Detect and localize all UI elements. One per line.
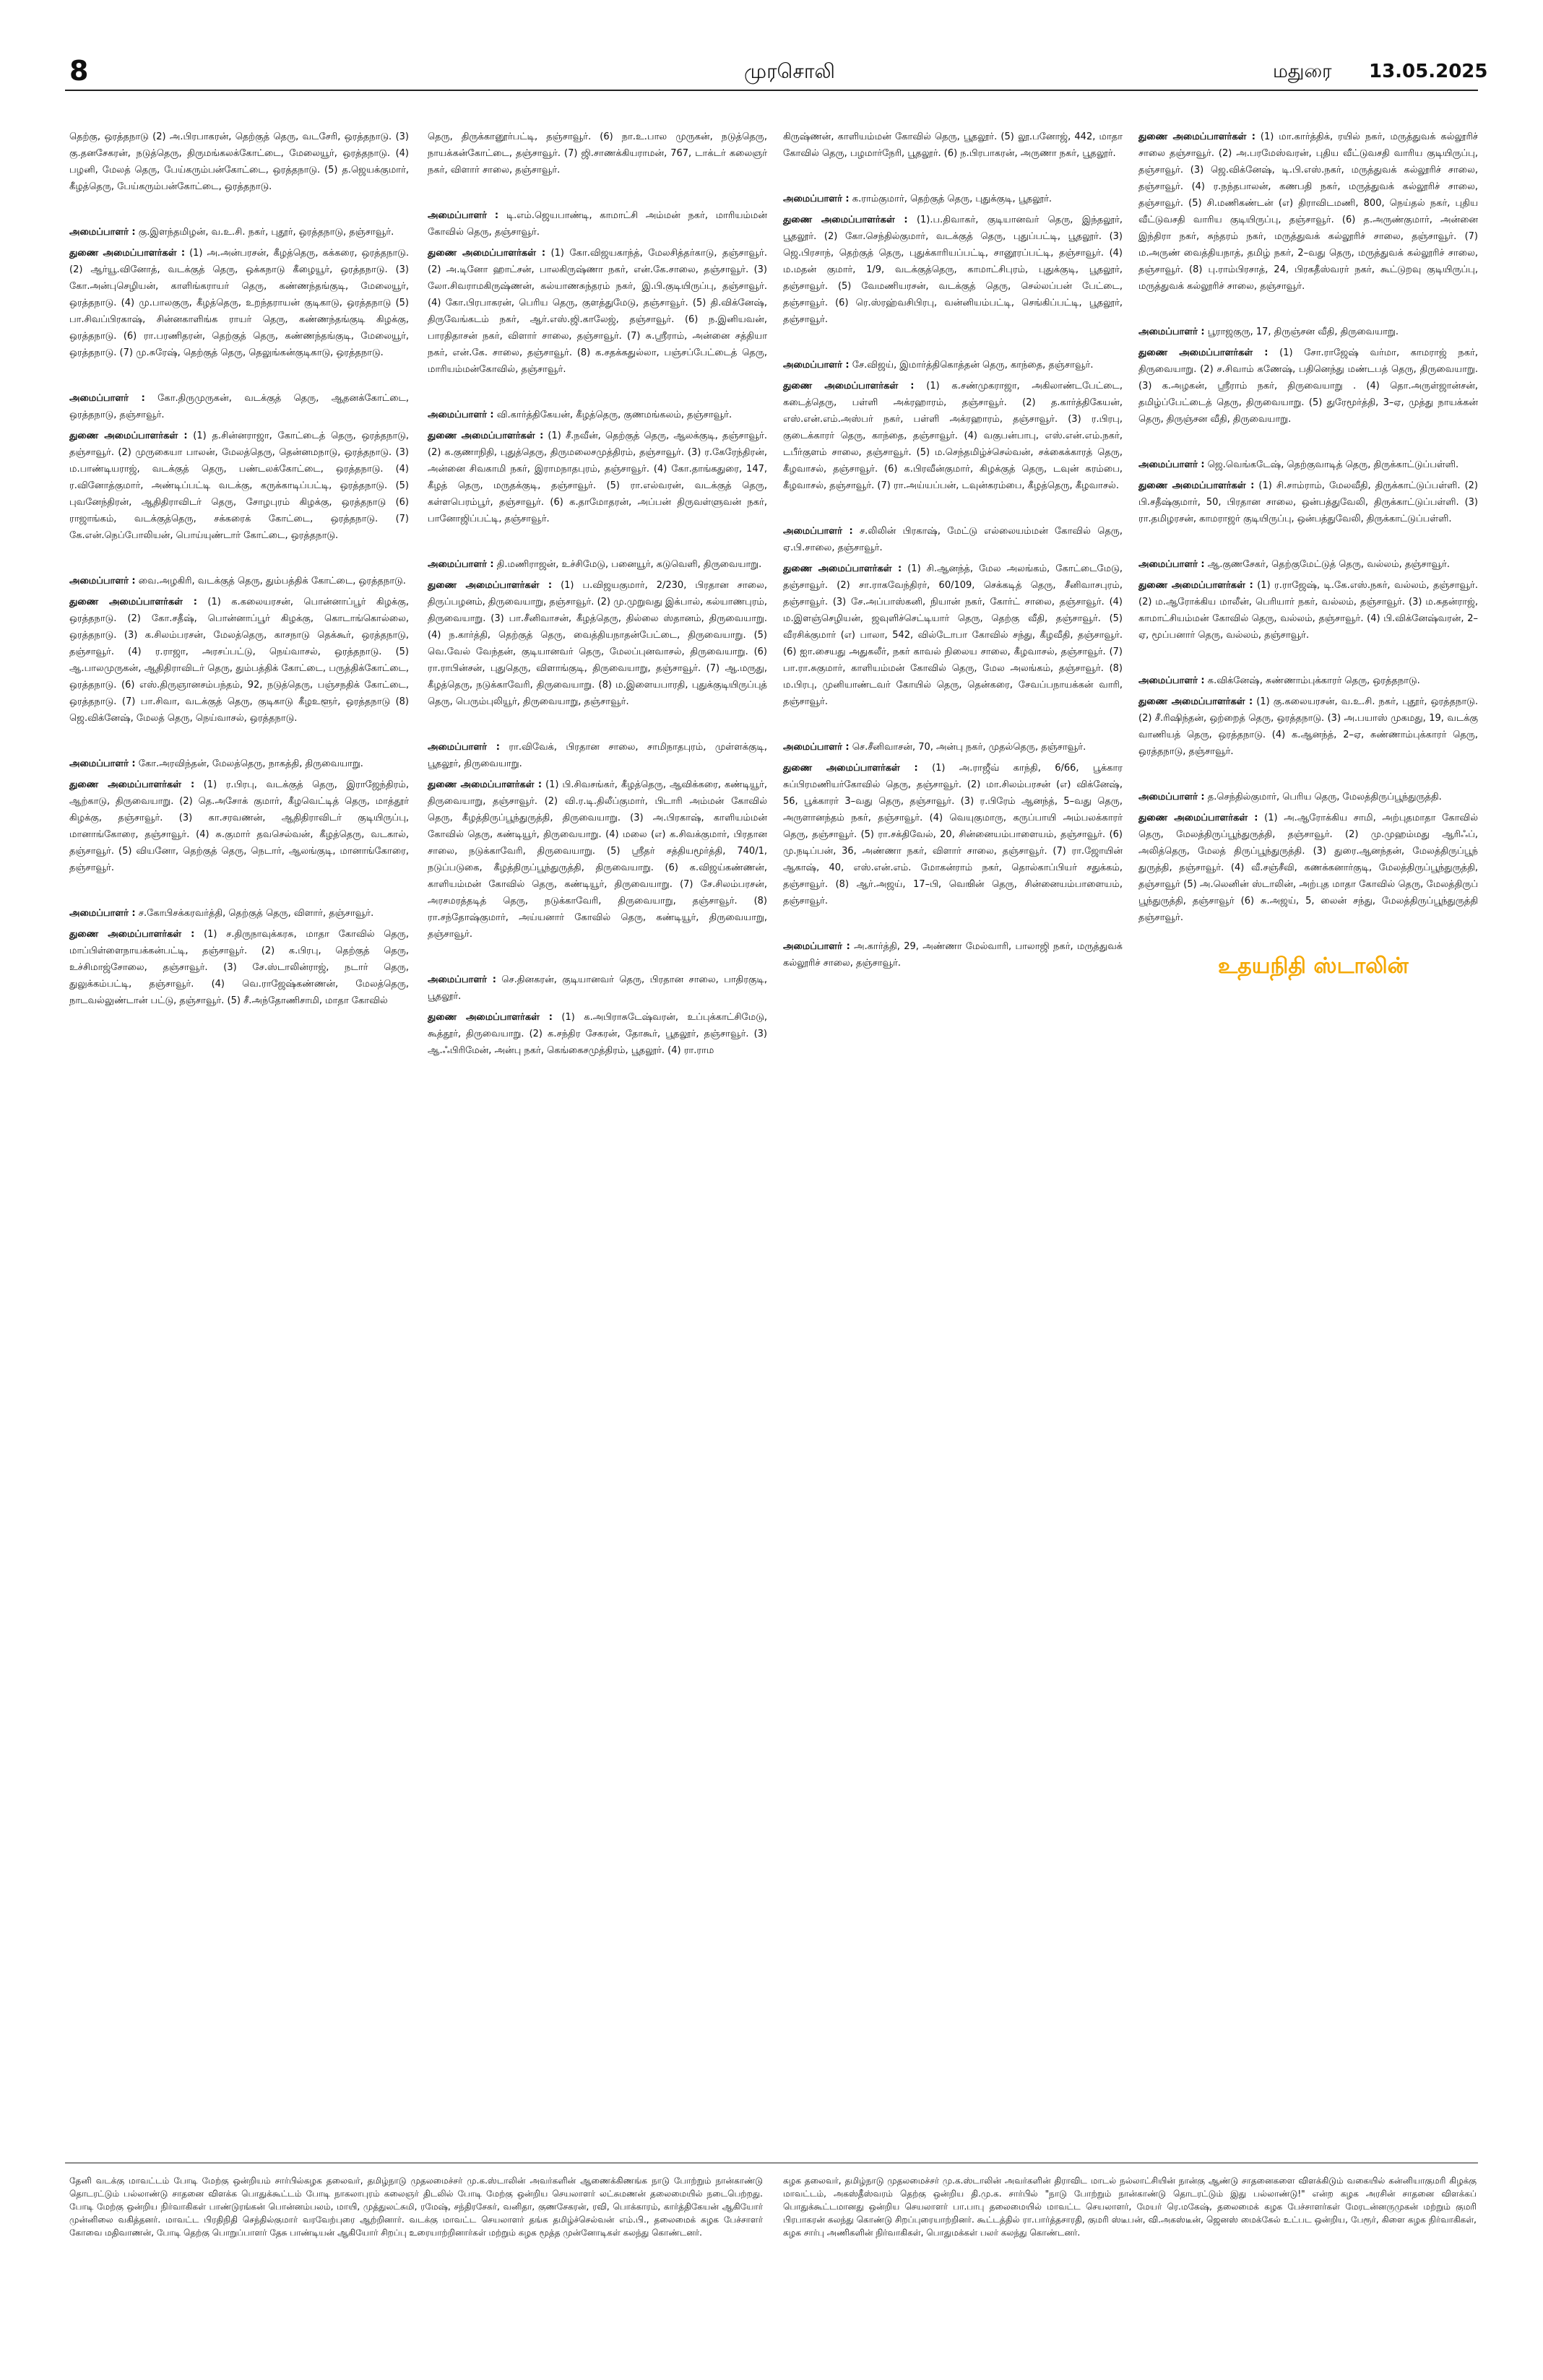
organizer-label: அமைப்பாளர் : (69, 758, 136, 769)
organizer-entry (1138, 789, 1478, 805)
column-4 (1138, 129, 1478, 979)
appointment-block (1138, 789, 1478, 926)
organizer-entry (428, 207, 767, 241)
appointment-block (783, 938, 1123, 972)
organizer-entry (783, 523, 1123, 556)
appointment-block (428, 739, 767, 943)
deputies-label: துணை அமைப்பாளர்கள் : (428, 248, 546, 259)
entry-text: அ.கார்த்தி, 29, அண்ணா மேல்வாரி, பாலாஜி நகர், மருத்துவக் கல்லூரிச் சாலை, தஞ்சாவூர். (783, 941, 1123, 969)
entry-text: கோ.அரவிந்தன், மேலத்தெரு, நாகத்தி, திருவையாறு. (138, 758, 363, 769)
organizer-label: அமைப்பாளர் : (69, 576, 136, 587)
entry-text: பூராஜகுரு, 17, திருஞ்சன வீதி, திருவையாறு. (1207, 326, 1399, 337)
entry-text: கோ.திருமுருகன், வடக்குத் தெரு, ஆதனக்கோட்டை, ஒரத்தநாடு, தஞ்சாவூர். (69, 393, 409, 420)
deputies-entry (428, 776, 767, 943)
deputies-label: துணை அமைப்பாளர்கள் : (783, 763, 918, 774)
appointment-block (428, 129, 767, 178)
deputies-label: துணை அமைப்பாளர்கள் : (1138, 131, 1255, 142)
organizer-label: அமைப்பாளர் : (428, 210, 499, 221)
organizer-label: அமைப்பாளர் : (69, 908, 136, 919)
entry-text: (1) ச.திருநாவுக்கரசு, மாதா கோவில் தெரு, மாப்பிள்ளைநாயக்கன்பட்டி, தஞ்சாவூர். (2) க.பிரபு, தெற்குத் தெரு, உச்சிமாஜ்சோலை, தஞ்சாவூர். (3) சே.ஸ்டாலின்ராஜ், நடார் தெரு, துலுக்கம்பட்டி, தஞ்சாவூர். (4) வெ.ராஜேஷ்கண்ணன், மேலத்தெரு, நாடவல்லுண்டான் பட்டு, தஞ்சாவூர். (5) சீ.அந்தோணிசாமி, மாதா கோவில் (69, 929, 409, 1006)
entry-text: தெரு, திருக்கானூர்பட்டி, தஞ்சாவூர். (6) நா.உ.பால முருகன், நடுத்தெரு, நாயக்கன்கோட்டை, தஞ்சாவூர். (7) ஜி.சாணக்கியராமன், 767, டாக்டர் கலைஞர் நகர், விளார் சாலை, தஞ்சாவூர். (428, 131, 767, 176)
organizer-entry (783, 191, 1123, 207)
organizer-label: அமைப்பாளர் : (428, 410, 494, 420)
entry-text: (1) சோ.ராஜேஷ் வர்மா, காமராஜ் நகர், திருவையாறு. (2) ச.சிவாம் கணேஷ், பதினெந்து மண்டபத் தெரு, திருவையாறு. (3) க.அழகன், ஸ்ரீராம் நகர், திருவையாறு . (4) தொ.அருள்ஜான்சன், தமிழ்ப்பேட்டைத் தெரு, திருவையாறு. (5) துரேமூர்த்தி, 3–ஏ, முத்து நாயக்கன் தெரு, திருஞ்சன வீதி, திருவையாறு. (1138, 347, 1478, 425)
entry-text: செ.சீனிவாசன், 70, அன்பு நகர், முதல்தெரு, தஞ்சாவூர். (852, 742, 1086, 753)
organizer-label: அமைப்பாளர் : (783, 742, 850, 753)
appointment-block (69, 390, 409, 544)
entry-text: (1) மா.கார்த்திக், ரயில் நகர், மருத்துவக் கல்லூரிச் சாலை தஞ்சாவூர். (2) அ.பரமேஸ்வரன், புதிய வீட்டுவசதி வாரிய குடியிருப்பு, தஞ்சாவூர். (3) ஜெ.விக்னேஷ், டி.பி.எஸ்.நகர், மருத்துவக் கல்லூரிச் சாலை, தஞ்சாவூர். (4) ர.நந்தபாலன், கணபதி நகர், மருத்துவக் கல்லூரிச் சாலை, தஞ்சாவூர். (5) சி.மணிகண்டன் (எ) திராவிடமணி, 800, நெய்தல் நகர், புதிய வீட்டுவசதி வாரிய குடியிருப்பு, தஞ்சாவூர். (6) த.அருண்குமார், அன்னை இந்திரா நகர், சுந்தரம் நகர், மருத்துவக் கல்லூரிச் சாலை, தஞ்சாவூர். (7) ம.அருண் வைத்தியநாத், தமிழ் நகர், 2–வது தெரு, மருத்துவக் கல்லூரிச் சாலை, தஞ்சாவூர். (8) பு.ராம்பிரசாத், 24, பிரகதீஸ்வரர் நகர், கூட்டுறவு குடியிருப்பு, மருத்துவக் கல்லூரிச் சாலை, தஞ்சாவூர். (1138, 131, 1478, 292)
organizer-entry (1138, 556, 1478, 573)
deputies-entry (783, 212, 1123, 328)
entry-text: கிருஷ்ணன், காளியம்மன் கோவில் தெரு, பூதலூர். (5) லூ.பனோஜ், 442, மாதா கோவில் தெரு, பழமார்நேரி, பூதலூர். (6) ந.பிரபாகரன், அருணா நகர், பூதலூர். (783, 131, 1123, 159)
organizer-label: அமைப்பாளர் : (783, 360, 850, 371)
appointment-block (783, 523, 1123, 710)
deputies-entry (69, 776, 409, 876)
organizer-label: அமைப்பாளர் : (1138, 459, 1205, 470)
deputies-entry (783, 378, 1123, 494)
column-1 (69, 129, 409, 1038)
deputies-label: துணை அமைப்பாளர்கள் : (69, 597, 197, 607)
organizer-label: அமைப்பாளர் : (428, 974, 496, 985)
deputies-label: துணை அமைப்பாளர்கள் : (1138, 347, 1268, 358)
deputies-entry (783, 760, 1123, 909)
organizer-label: அமைப்பாளர் : (1138, 326, 1205, 337)
appointment-block (783, 191, 1123, 328)
appointment-block (69, 129, 409, 195)
entry-text: ச.லிலின் பிரகாஷ், மேட்டு எல்லையம்மன் கோவில் தெரு, ஏ.பி.சாலை, தஞ்சாவூர். (783, 526, 1123, 553)
organizer-entry (783, 938, 1123, 972)
deputies-label: துணை அமைப்பாளர்கள் : (69, 929, 195, 940)
entry-text: (1) க.அபிராசுடேஷ்வரன், உப்புக்காட்சிமேடு, கூத்தூர், திருவையாறு. (2) க.சந்திர சேகரன், தோகூர், பூதலூர், தஞ்சாவூர். (3) ஆ.ஃபிரிமேன், அன்பு நகர், கெங்கைசமுத்திரம், பூதலூர். (4) ரா.ராம (428, 1012, 767, 1056)
organizer-entry (428, 556, 767, 573)
organizer-label: அமைப்பாளர் : (783, 194, 850, 204)
entry-text: (1) க.கலையரசன், பொன்னாப்பூர் கிழக்கு, ஒரத்தநாடு. (2) கோ.சதீஷ், பொன்னாப்பூர் கிழக்கு, கொடாங்கொல்லை, ஒரத்தநாடு. (3) க.சிலம்பரசன், மேலத்தெரு, காசநாடு தெக்கூர், ஒரத்தநாடு, தஞ்சாவூர். (4) ர.ராஜா, அரசப்பட்டு, நெய்வாசல், ஒரத்தநாடு. (5) ஆ.பாலமுருகன், ஆதிதிராவிடர் தெரு, தும்பத்திக் கோட்டை, பருத்திக்கோட்டை, ஒரத்தநாடு. (6) எஸ்.திருஞானசம்பந்தம், 92, நடுத்தெரு, பஞ்சநதிக் கோட்டை, ஒரத்தநாடு. (7) பா.சிவா, வடக்குத் தெரு, குடிகாடு கீழஉளூர், ஒரத்தநாடு (8) ஜெ.விக்னேஷ், மேலத் தெரு, நெய்வாசல், ஒரத்தநாடு. (69, 597, 409, 724)
entry-text: வை.அழகிரி, வடக்குத் தெரு, தும்பத்திக் கோட்டை, ஒரத்தநாடு. (138, 576, 406, 587)
deputies-entry (428, 577, 767, 710)
entry-text: (1).ப.திவாகர், குடியானவர் தெரு, இந்தலூர், பூதலூர். (2) கோ.செந்தில்குமார், வடக்குத் தெரு, புதுப்பட்டி, பூதலூர். (3) ஜெ.பிரசாந், தெற்குத் தெரு, புதுக்காரியப்பட்டி, சானூரப்பட்டி, தஞ்சாவூர். (4) ம.மதன் குமார், 1/9, வடக்குத்தெரு, காமாட்சிபுரம், புதுக்குடி, பூதலூர், தஞ்சாவூர். (5) வேமணியரசன், வடக்குத் தெரு, செல்லப்பன் பேட்டை, தஞ்சாவூர். (6) ரெ.ஸ்ரஹ்வசிபிரபு, வன்னியம்பட்டி, செங்கிப்பட்டி, பூதலூர், தஞ்சாவூர். (783, 215, 1123, 325)
entry-text: தி.மணிராஜன், உச்சிமேடு, பனையூர், கடுவெளி, திருவையாறு. (496, 559, 762, 570)
organizer-label: அமைப்பாளர் : (1138, 792, 1205, 802)
deputies-entry (428, 1009, 767, 1059)
deputies-label: துணை அமைப்பாளர்கள் : (783, 563, 902, 574)
edition-city: மதுரை (1273, 61, 1332, 82)
deputies-entry (428, 245, 767, 378)
organizer-entry (428, 972, 767, 1005)
entry-text: செ.தினகரன், குடியானவர் தெரு, பிரதான சாலை, பாதிரகுடி, பூதலூர். (428, 974, 767, 1002)
deputies-entry (1138, 129, 1478, 295)
footer-caption-right: கழக தலைவர், தமிழ்நாடு முதலமைச்சர் மு.க.ஸ்டாலின் அவர்களின் திராவிட மாடல் நல்லாட்சியின் நான்கு ஆண்டு சாதனைகளை விளக்கிடும் வகையில் கன்னியாகுமரி கிழக்கு மாவட்டம், அகஸ்தீஸ்வரம் தெற்கு ஒன்றிய தி.மு.க. சார்பில் "நாடு போற்றும் நான்காண்டு தொடரட்டும் இது பல்லாண்டு!" என்ற கழக அரசின் சாதனை விளக்கப் பொதுக்கூட்டமானது ஒன்றிய செயலாளர் பா.பாபு தலைமையில் மாவட்ட செயலாளர், மேயர் ரெ.மகேஷ், தலைமைக் கழக பேச்சாளர்கள் மேரடன்னருமுகன் மற்றும் குமரி பிரபாகரன் கலந்து கொண்டு சிறப்புரையாற்றினர். கூட்டத்தில் ரா.பார்த்தசாரதி, குமரி ஸ்டீபன், வி.அகஸ்டீன், ஜெனஸ் மைக்கேல் உட்பட ஒன்றிய, பேரூர், கிளை கழக நிர்வாகிகள், கழக சார்பு அணிகளின் நிர்வாகிகள், பொதுமக்கள் பலர் கலந்து கொண்டனர். (783, 2176, 1477, 2238)
entry-text: (1) அ.அன்பரசன், கீழத்தெரு, கக்கரை, ஒரத்தநாடு. (2) ஆர்யூ.வினோத், வடக்குத் தெரு, ஒக்கநாடு கீழையூர், ஒரத்தநாடு. (3) கோ.அன்புசெழியன், காளிங்கராயர் தெரு, கண்ணந்தங்குடி, மேலையூர், ஒரத்தநாடு. (4) மு.பாலகுரு, கீழத்தெரு, உறந்தராயன் குடிகாடு, ஒரத்தநாடு (5) பா.சிவப்பிரகாஷ், சின்னகாளிங்க ராயர் தெரு, கண்ணந்தங்குடி கிழக்கு, ஒரத்தநாடு. (6) ரா.பரணிதரன், தெற்குத் தெரு, கண்ணந்தங்குடி, மேலையூர், ஒரத்தநாடு. (7) மு.சுரேஷ், தெற்குத் தெரு, தெலுங்கன்குடிகாடு, ஒரத்தநாடு. (69, 248, 409, 358)
deputies-label: துணை அமைப்பாளர்கள் : (428, 1012, 553, 1023)
deputies-label: துணை அமைப்பாளர்கள் : (1138, 580, 1253, 591)
appointment-block (69, 224, 409, 361)
appointment-block (1138, 556, 1478, 644)
edition-date: 13.05.2025 (1369, 61, 1488, 82)
appointment-block (428, 207, 767, 378)
entry-text: த.செந்தில்குமார், பெரிய தெரு, மேலத்திருப்பூந்துருத்தி. (1207, 792, 1442, 802)
appointment-block (783, 129, 1123, 162)
entry-text: (1) அ.ஆரோக்கிய சாமி, அற்புதமாதா கோவில் தெரு, மேலத்திருப்பூந்துருத்தி, தஞ்சாவூர். (2) மு.முஹம்மது ஆரிஃப், அலித்தெரு, மேலத் திருப்பூந்துருத்தி. (3) துரை.ஆனந்தன், மேலத்திருப்பூந் துருத்தி, தஞ்சாவூர். (4) வீ.சஞ்சீவி, கணக்கனார்குடி, மேலத்திருப்பூந்துருத்தி, தஞ்சாவூர் (5) அ.லெனின் ஸ்டாலின், அற்புத மாதா கோவில் தெரு, மேலத்திருப் பூந்துருத்தி, தஞ்சாவூர் (6) சு.அஜய், 5, லைன் சந்து, மேலத்திருப்பூந்துருத்தி தஞ்சாவூர். (1138, 813, 1478, 923)
organizer-entry (428, 739, 767, 772)
deputies-entry (1138, 693, 1478, 760)
deputies-label: துணை அமைப்பாளர்கள் : (69, 779, 195, 790)
organizer-entry (783, 357, 1123, 373)
newspaper-title: முரசொலி (744, 59, 835, 83)
entry-text: (1) சீ.நவீன், தெற்குத் தெரு, ஆலக்குடி, தஞ்சாவூர். (2) க.குணாநிதி, புதுத்தெரு, திருமலைசமுத்திரம், தஞ்சாவூர். (3) ர.கேரேந்திரன், அன்னை சிவகாமி நகர், இராமநாதபுரம், தஞ்சாவூர். (4) கோ.தாங்கதுரை, 147, கீழத் தெரு, மருதக்குடி, தஞ்சாவூர். (5) ரா.எல்வரன், வடக்குத் தெரு, கள்ளபெரம்பூர், தஞ்சாவூர். (6) க.தாமோதரன், அப்பன் திருவள்ளுவன் நகர், பானோஜிப்பட்டி, தஞ்சாவூர். (428, 430, 767, 524)
deputies-label: துணை அமைப்பாளர்கள் : (428, 430, 544, 441)
appointment-block (428, 556, 767, 710)
organizer-label: அமைப்பாளர் : (428, 559, 494, 570)
entry-text: டி.எம்.ஜெயபாண்டி, காமாட்சி அம்மன் நகர், மாரியம்மன் கோவில் தெரு, தஞ்சாவூர். (428, 210, 767, 238)
entry-text: தெற்கு, ஒரத்தநாடு (2) அ.பிரபாகரன், தெற்குத் தெரு, வடசேரி, ஒரத்தநாடு. (3) கு.தனசேகரன், நடுத்தெரு, திருமங்கலக்கோட்டை, மேலையூர், ஒரத்தநாடு. (4) பழனி, மேலத் தெரு, பேய்கரும்பன்கோட்டை, ஒரத்தநாடு. (5) த.ஜெயக்குமார், கீழத்தெரு, பேய்கரும்பன்கோட்டை, ஒரத்தநாடு. (69, 131, 409, 192)
entry-text: (1) த.சின்னராஜா, கோட்டைத் தெரு, ஒரத்தநாடு, தஞ்சாவூர். (2) முருகையா பாலன், மேலத்தெரு, தென்னமநாடு, ஒரத்தநாடு. (3) ம.பாண்டியராஜ், வடக்குத் தெரு, பண்டலக்கோட்டை, ஒரத்தநாடு. (4) ர.வினோத்குமார், அண்டிப்பட்டி வடக்கு, கருக்காடிப்பட்டி, ஒரத்தநாடு. (5) புவனேந்திரன், ஆதிதிராவிடர் தெரு, சோழபுரம் கிழக்கு, ஒரத்தநாடு (6) ராஜாங்கம், வடக்குத்தெரு, சக்கரைக் கோட்டை, ஒரத்தநாடு. (7) கே.என்.நெப்போலியன், பொய்யுண்டார் கோட்டை, ஒரத்தநாடு. (69, 430, 409, 541)
entry-text: க.ராம்குமார், தெற்குத் தெரு, புதுக்குடி, பூதலூர். (852, 194, 1053, 204)
deputies-label: துணை அமைப்பாளர்கள் : (783, 215, 908, 225)
deputies-entry (69, 926, 409, 1009)
entry-text: (1) அ.ராஜீவ் காந்தி, 6/66, பூக்கார சுப்பிரமணியர்கோவில் தெரு, தஞ்சாவூர். (2) மா.சிலம்பரசன் (எ) விக்னேஷ், 56, பூக்காரர் 3–வது தெரு, தஞ்சாவூர். (3) ர.பிரேம் ஆனந்த், 5–வது தெரு, அருளானந்தம் நகர், தஞ்சாவூர். (4) வெயுகுமாரு, கருப்பாயி அம்பலக்காரர் தெரு, தஞ்சாவூர். (5) ரா.சக்திவேல், 20, சின்னையம்பாளையம், தஞ்சாவூர். (6) மு.நடிப்பன், 36, அண்ணா நகர், விளார் சாலை, தஞ்சாவூர். (7) ரா.ஜோயின் ஆகாஷ், 40, எஸ்.என்.எம். மோகன்ராம் நகர், தொல்காப்பியர் சதுக்கம், தஞ்சாவூர். (8) ஆர்.அஜய், 17–பி, வெஙின் தெரு, சின்னையம்பாளையம், தஞ்சாவூர். (783, 763, 1123, 906)
appointment-block (1138, 129, 1478, 295)
deputies-label: துணை அமைப்பாளர்கள் : (1138, 813, 1258, 823)
organizer-entry (783, 739, 1123, 756)
deputies-entry (1138, 477, 1478, 527)
deputies-entry (1138, 345, 1478, 428)
deputies-label: துணை அமைப்பாளர்கள் : (69, 430, 188, 441)
deputies-label: துணை அமைப்பாளர்கள் : (428, 580, 553, 591)
appointment-block (428, 972, 767, 1059)
appointment-block (1138, 672, 1478, 760)
organizer-label: அமைப்பாளர் : (1138, 675, 1205, 686)
entry-text: ரா.விவேக், பிரதான சாலை, சாமிநாதபுரம், முள்ளக்குடி, பூதலூர், திருவையாறு. (428, 742, 767, 769)
organizer-label: அமைப்பாளர் : (783, 941, 850, 952)
organizer-entry (69, 756, 409, 772)
signature: உதயநிதி ஸ்டாலின் (1218, 953, 1409, 979)
deputies-entry (69, 245, 409, 361)
entry-text: (1) சி.ஆனந்த், மேல அலங்கம், கோட்டைமேடு, தஞ்சாவூர். (2) சா.ராகவேந்திரர், 60/109, செக்கடித் தெரு, சீனிவாசபுரம், தஞ்சாவூர். (3) சே.அப்பாஸ்கனி, நியான் நகர், கோர்ட் சாலை, தஞ்சாவூர். (4) ம.இளஞ்செழியன், ஜவுளிச்செட்டியார் தெரு, தெற்கு வீதி, தஞ்சாவூர். (5) வீரசிக்குமார் (எ) பாலா, 542, வில்டோபா கோவில் சந்து, கீழவீதி, தஞ்சாவூர். (6) ஐா.சையது அதுகலீர், நகர் காவல் நிலைய சாலை, கீழவாசல், தஞ்சாவூர். (7) பா.ரா.சுகுமார், காளியம்மன் கோவில் தெரு, மேல அலங்கம், தஞ்சாவூர். (8) ம.பிரபு, முனியாண்டவர் கோயில் தெரு, தென்கரை, சேவப்பநாயக்கன் வாரி, தஞ்சாவூர். (783, 563, 1123, 707)
entry-text: ஜெ.வெங்கடேஷ், தெற்குவாடித் தெரு, திருக்காட்டுப்பள்ளி. (1207, 459, 1459, 470)
organizer-label: அமைப்பாளர் : (783, 526, 853, 537)
deputies-label: துணை அமைப்பாளர்கள் : (69, 248, 186, 259)
appointment-block (428, 407, 767, 527)
entry-text: (1) ர.ராஜேஷ், டி.கே.எஸ்.நகர், வல்லம், தஞ்சாவூர். (2) ம.ஆரோக்கிய மாலீன், பெரியார் நகர், வல்லம், தஞ்சாவூர். (3) ம.சுதன்ராஜ், காமாட்சியம்மன் கோவில் தெரு, வல்லம், தஞ்சாவூர். (4) பி.விக்னேஷ்வரன், 2–ஏ, மூப்பனார் தெரு, வல்லம், தஞ்சாவூர். (1138, 580, 1478, 641)
organizer-label: அமைப்பாளர் : (69, 227, 136, 238)
organizer-label: அமைப்பாளர் : (428, 742, 500, 753)
footer-caption-left: தேனி வடக்கு மாவட்டம் போடி மேற்கு ஒன்றியம் சார்பில்கழக தலைவர், தமிழ்நாடு முதலமைச்சர் மு.க.ஸ்டாலின் அவர்களின் ஆணைக்கிணங்க நாடு போற்றும் நான்காண்டு தொடரட்டும் பல்லாண்டு சாதனை விளக்க பொதுக்கூட்டம் போடி நாகலாபுரம் கலைஞர் திடலில் போடி மேற்கு ஒன்றிய செயலாளர் லட்சுமணன் தலைமையில் நடைபெற்றது. போடி மேற்கு ஒன்றிய நிர்வாகிகள் பாண்டுரங்கன் பொன்னம்பலம், மாயி, முத்துலட்சுமி, ரமேஷ், சந்திரசேகர், வனிதா, குணசேகரன், ரவி, பொக்காரம், கார்த்திகேயன் ஆகியோர் முன்னிலை வகித்தனர். மாவட்ட பிரதிநிதி செந்தில்குமார் வரவேற்புரை ஆற்றினார். வடக்கு மாவட்ட செயலாளர் தங்க தமிழ்ச்செல்வன் எம்.பி., தலைமைக் கழக பேச்சாளர் கோவை மதிவாணன், போடி தெற்கு பொறுப்பாளர் தேசு பாண்டியன் ஆகியோர் சிறப்பு உரையாற்றினார்கள் மற்றும் கழக மூத்த முன்னோடிகள் கலந்து கொண்டனர். (69, 2176, 763, 2238)
entry-text: கு.இளந்தமிழன், வ.உ.சி. நகர், புதூர், ஒரத்தநாடு, தஞ்சாவூர். (138, 227, 394, 238)
organizer-entry (69, 573, 409, 589)
appointment-block (1138, 324, 1478, 428)
header-rule (65, 90, 1478, 91)
deputies-entry (428, 428, 767, 527)
appointment-block (69, 756, 409, 876)
deputies-label: துணை அமைப்பாளர்கள் : (783, 381, 915, 391)
entry-text: சே.விஜய், இமார்த்திகொத்தன் தெரு, காந்தை, தஞ்சாவூர். (852, 360, 1094, 371)
column-2 (428, 129, 767, 1088)
appointment-block (69, 573, 409, 727)
deputies-label: துணை அமைப்பாளர்கள் : (428, 779, 543, 790)
deputies-label: துணை அமைப்பாளர்கள் : (1138, 696, 1253, 707)
entry-text: க.விக்னேஷ், சுண்ணாம்புக்காரர் தெரு, ஒரத்தநாடு. (1207, 675, 1420, 686)
continued-text (69, 129, 409, 195)
entry-text: ச.கோபிசக்கரவர்த்தி, தெற்குத் தெரு, விளார், தஞ்சாவூர். (138, 908, 374, 919)
organizer-entry (1138, 324, 1478, 340)
appointment-block (69, 905, 409, 1009)
entry-text: (1) ர.பிரபு, வடக்குத் தெரு, இராஜேந்திரம், ஆற்காடு, திருவையாறு. (2) தெ.அசோக் குமார், கீழவெட்டித் தெரு, மாத்தூர் கிழக்கு, தஞ்சாவூர். (3) கா.சரவணன், ஆதிதிராவிடர் குடியிருப்பு, மானாங்கோரை, தஞ்சாவூர். (4) சு.குமார் தவசெல்வன், கீழத்தெரு, வடகால், தஞ்சாவூர். (5) வியனோ, தெற்குத் தெரு, நெடார், ஆலங்குடி, மானாங்கோரை, தஞ்சாவூர். (69, 779, 409, 873)
appointment-block (783, 739, 1123, 909)
appointment-block (1138, 456, 1478, 527)
page-number: 8 (69, 55, 89, 87)
entry-text: (1) ப.விஜயகுமார், 2/230, பிரதான சாலை, திருப்பழனம், திருவையாறு, தஞ்சாவூர். (2) மு.முறுவது இக்பால், கல்யாணபுரம், திருவையாறு. (3) பா.சீனிவாசன், கீழத்தெரு, தில்லை ஸ்தானம், திருவையாறு. (4) ந.கார்த்தி, தெற்குத் தெரு, வைத்தியநாதன்பேட்டை, திருவையாறு. (5) வெ.வேல் வேந்தன், குடியானவர் தெரு, மேலப்புனவாசல், திருவையாறு. (6) ரா.ராபின்சன், புதுதெரு, விளாங்குடி, திருவையாறு, தஞ்சாவூர். (7) ஆ.மருது, கீழத்தெரு, நடுக்காவேரி, திருவையாறு. (8) ம.இளையபாரதி, புதுக்குடியிருப்புத் தெரு, பெரும்புலியூர், திருவையாறு, தஞ்சாவூர். (428, 580, 767, 707)
deputies-entry (1138, 577, 1478, 644)
organizer-label: அமைப்பாளர் : (69, 393, 145, 404)
deputies-entry (783, 561, 1123, 710)
deputies-entry (69, 594, 409, 727)
organizer-entry (428, 407, 767, 423)
organizer-entry (69, 390, 409, 423)
continued-text (428, 129, 767, 178)
organizer-entry (1138, 456, 1478, 473)
organizer-label: அமைப்பாளர் : (1138, 559, 1205, 570)
deputies-entry (69, 428, 409, 544)
deputies-label: துணை அமைப்பாளர்கள் : (1138, 480, 1255, 491)
entry-text: வி.கார்த்திகேயன், கீழத்தெரு, குணமங்கலம், தஞ்சாவூர். (496, 410, 732, 420)
continued-text (783, 129, 1123, 162)
column-3 (783, 129, 1123, 1000)
entry-text: (1) சி.சாம்ராம், மேலவீதி, திருக்காட்டுப்பள்ளி. (2) பி.சதீஷ்குமார், 50, பிரதான சாலை, ஒன்பத்துவேலி, திருக்காட்டுப்பள்ளி. (3) ரா.தமிழரசன், காமராஜர் குடியிருப்பு, ஒன்பத்துவேலி, திருக்காட்டுப்பள்ளி. (1138, 480, 1478, 524)
entry-text: (1) கோ.விஜயகாந்த், மேலசித்தர்காடு, தஞ்சாவூர். (2) அ.டினோ ஹாட்சன், பாலகிருஷ்ணா நகர், என்.கே.சாலை, தஞ்சாவூர். (3) லோ.சிவராமகிருஷ்ணன், கல்யாணசுந்தரம் நகர், இ.பி.குடியிருப்பு, தஞ்சாவூர். (4) கோ.பிரபாகரன், பெரிய தெரு, குளத்துமேடு, தஞ்சாவூர். (5) தி.விக்னேஷ், திருவேங்கடம் நகர், ஆர்.எஸ்.ஜி.காலேஜ், தஞ்சாவூர். (6) ந.இனியவன், பாரதிதாசன் நகர், விளார் சாலை, தஞ்சாவூர். (7) சு.ஸ்ரீராம், அன்னை சத்தியா நகர், என்.கே. சாலை, தஞ்சாவூர். (8) க.சதக்கதுல்லா, பஞ்சப்பேட்டைத் தெரு, மாரியம்மன்கோவில், தஞ்சாவூர். (428, 248, 767, 375)
organizer-entry (1138, 672, 1478, 689)
entry-text: (1) கு.கலையரசன், வ.உ.சி. நகர், புதூர், ஒரத்தநாடு. (2) சீ.ரிஷிந்தன், ஒற்றைத் தெரு, ஒரத்தநாடு. (3) அ.பயாஸ் முகமது, 19, வடக்கு வாணியத் தெரு, ஒரத்தநாடு. (4) க.ஆனந்த், 2–ஏ, சுண்ணாம்புக்காரர் தெரு, ஒரத்தநாடு, தஞ்சாவூர். (1138, 696, 1478, 757)
appointment-block (783, 357, 1123, 494)
deputies-entry (1138, 810, 1478, 926)
entry-text: (1) பி.சிவசங்கர், கீழத்தெரு, ஆவிக்கரை, கண்டியூர், திருவையாறு, தஞ்சாவூர். (2) வி.ர.டி.திலீப்குமார், பிடாரி அம்மன் கோவில் தெரு, கீழத்திருப்பூந்துருத்தி, திருவையாறு. (3) அ.பிரகாஷ், காளியம்மன் கோவில் தெரு, கண்டியூர், திருவையாறு. (4) மலை (எ) க.சிவக்குமார், பிரதான சாலை, நடுக்காவேரி, திருவையாறு. (5) ஸ்ரீதர் சத்தியமூர்த்தி, 740/1, நடுப்படுகை, கீழத்திருப்பூந்துருத்தி, திருவையாறு. (6) க.விஜய்கண்ணன், காளியம்மன் கோவில் தெரு, கண்டியூர், திருவையாறு. (7) சே.சிலம்பரசன், அரசமரத்தடித் தெரு, நடுக்காவேரி, திருவையாறு, தஞ்சாவூர். (8) ரா.சந்தோஷ்குமார், அய்யனார் கோவில் தெரு, கண்டியூர், திருவையாறு, தஞ்சாவூர். (428, 779, 767, 940)
organizer-entry (69, 905, 409, 922)
entry-text: ஆ.குணசேகர், தெற்குமேட்டுத் தெரு, வல்லம், தஞ்சாவூர். (1207, 559, 1450, 570)
organizer-entry (69, 224, 409, 241)
entry-text: (1) க.சண்முகராஜா, அகிலாண்டபேட்டை, கடைத்தெரு, பள்ளி அக்ரஹாரம், தஞ்சாவூர். (2) த.கார்த்திகேயன், எஸ்.என்.எம்.அஸ்பர் நகர், பள்ளி அக்ரஹாரம், தஞ்சாவூர். (3) ர.பிரபு, குடைக்காரர் தெரு, காந்தை, தஞ்சாவூர். (4) வகுபன்பாபு, எஸ்.என்.எம்.நகர், டபீர்குளம் சாலை, தஞ்சாவூர். (5) ம.செந்தமிழ்ச்செல்வன், சக்கைக்காரத் தெரு, கீழவாசல், தஞ்சாவூர். (6) க.பிரவீன்குமார், கிழக்குத் தெரு, டவுன் கரம்பை, கீழவாசல், தஞ்சாவூர். (7) ரா.அய்யப்பன், டவுன்கரம்பை, கீழத்தெரு, கீழவாசல். (783, 381, 1123, 491)
